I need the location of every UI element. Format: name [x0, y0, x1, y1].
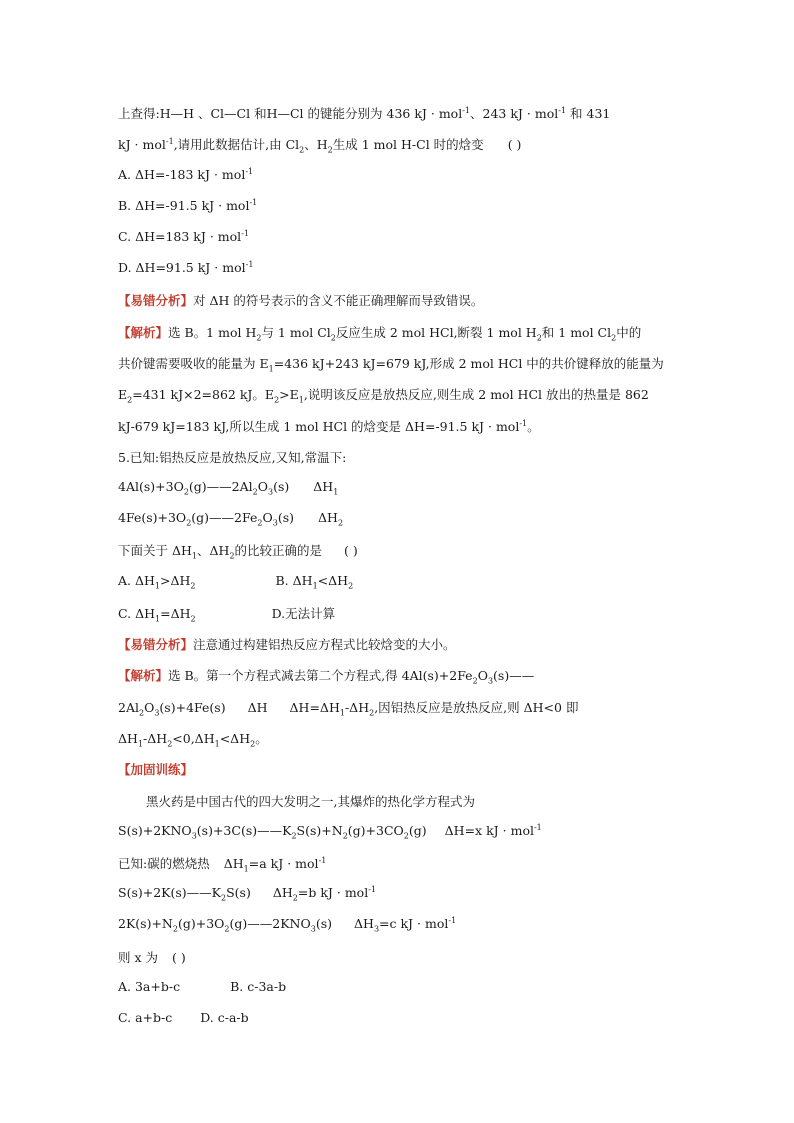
q4-error-analysis: 【易错分析】对 ΔH 的符号表示的含义不能正确理解而导致错误。: [118, 293, 484, 308]
q5-equation-2: $4Fe(s)+3O_2(g)——2Fe_2O_3(s)$ $\Delta H_2$: [118, 510, 344, 528]
q4-option-c: C. ΔH=183 kJ · mol$^{-1}$: [118, 228, 249, 244]
error-analysis-label: 【易错分析】: [118, 637, 194, 652]
q4-stem-line1: 上查得:H—H 、Cl—Cl 和H—Cl 的键能分别为 436 kJ · mol$^{-1}$、243 kJ · mol$^{-1}$ 和 431: [118, 105, 611, 121]
practice-equation-main: $S(s)+2KNO_3(s)+3C(s)——K_2S(s)+N_2(g)+3CO_2(g)$ ΔH=x kJ · mol$^{-1}$: [118, 822, 542, 841]
analysis-label: 【解析】: [118, 668, 169, 683]
practice-heading: 【加固训练】: [118, 762, 194, 777]
q4-analysis-line4: kJ-679 kJ=183 kJ,所以生成 1 mol HCl 的焓变是 ΔH=-91.5 kJ · mol$^{-1}$。: [118, 418, 540, 434]
q5-analysis-line2: $2Al_2O_3(s)+4Fe(s)$ ΔH $\Delta H=\Delta H_1-\Delta H_2$,因铝热反应是放热反应,则 ΔH<0 即: [118, 700, 579, 718]
q5-analysis-line3: $\Delta H_1-\Delta H_2<0,\Delta H_1<\Delta H_2$。: [118, 731, 268, 749]
answer-paren: ( ): [344, 543, 358, 558]
practice-known-2: $S(s)+2K(s)——K_2S(s)$ $\Delta H_2=b$ kJ · mol$^{-1}$: [118, 884, 377, 903]
q5-error-analysis: 【易错分析】注意通过构建铝热反应方程式比较焓变的大小。: [118, 637, 456, 652]
practice-intro: 黑火药是中国古代的四大发明之一,其爆炸的热化学方程式为: [146, 794, 475, 809]
q5-options-ab: A. $\Delta H_1>\Delta H_2$ B. $\Delta H_1<\Delta H_2$: [118, 573, 354, 591]
q5-analysis-line1: 【解析】选 B。第一个方程式减去第二个方程式,得 $4Al(s)+2Fe_2O_3(s)——$: [118, 668, 535, 686]
q5-question: 下面关于 $\Delta H_1$、$\Delta H_2$的比较正确的是 ( ): [118, 543, 358, 561]
q4-option-a: A. ΔH=-183 kJ · mol$^{-1}$: [118, 166, 254, 182]
practice-known-1: 已知:碳的燃烧热 $\Delta H_1=a$ kJ · mol$^{-1}$: [118, 855, 327, 874]
q4-option-b: B. ΔH=-91.5 kJ · mol$^{-1}$: [118, 197, 258, 213]
q4-analysis-line2: 共价键需要吸收的能量为 $E_1=436$ kJ+243 kJ=679 kJ,形成 2 mol HCl 中的共价键释放的能量为: [118, 356, 664, 374]
q5-stem: 5.已知:铝热反应是放热反应,又知,常温下:: [118, 450, 347, 465]
q5-options-cd: C. $\Delta H_1=\Delta H_2$ D.无法计算: [118, 606, 336, 624]
q5-equation-1: $4Al(s)+3O_2(g)——2Al_2O_3(s)$ $\Delta H_1$: [118, 479, 339, 497]
practice-question: 则 x 为 ( ): [118, 950, 186, 965]
q4-option-d: D. ΔH=91.5 kJ · mol$^{-1}$: [118, 259, 254, 275]
q4-analysis-line3: $E_2=431$ kJ×2=862 kJ。$E_2>E_1$,说明该反应是放热反应,则生成 2 mol HCl 放出的热量是 862: [118, 387, 649, 405]
answer-paren: ( ): [172, 950, 186, 965]
answer-paren: ( ): [507, 137, 522, 152]
q4-stem-line2: kJ · mol$^{-1}$,请用此数据估计,由 $Cl_2$、$H_2$生成 1 mol H-Cl 时的焓变 ( ): [118, 136, 522, 155]
error-analysis-label: 【易错分析】: [118, 293, 194, 308]
practice-options-ab: A. 3a+b-c B. c-3a-b: [118, 979, 287, 994]
q4-analysis-line1: 【解析】选 B。1 mol $H_2$与 1 mol $Cl_2$反应生成 2 mol HCl,断裂 1 mol $H_2$和 1 mol $Cl_2$中的: [118, 325, 642, 343]
analysis-label: 【解析】: [118, 325, 169, 340]
practice-known-3: $2K(s)+N_2(g)+3O_2(g)——2KNO_3(s)$ $\Delta H_3=c$ kJ · mol$^{-1}$: [118, 915, 457, 934]
practice-options-cd: C. a+b-c D. c-a-b: [118, 1010, 249, 1025]
